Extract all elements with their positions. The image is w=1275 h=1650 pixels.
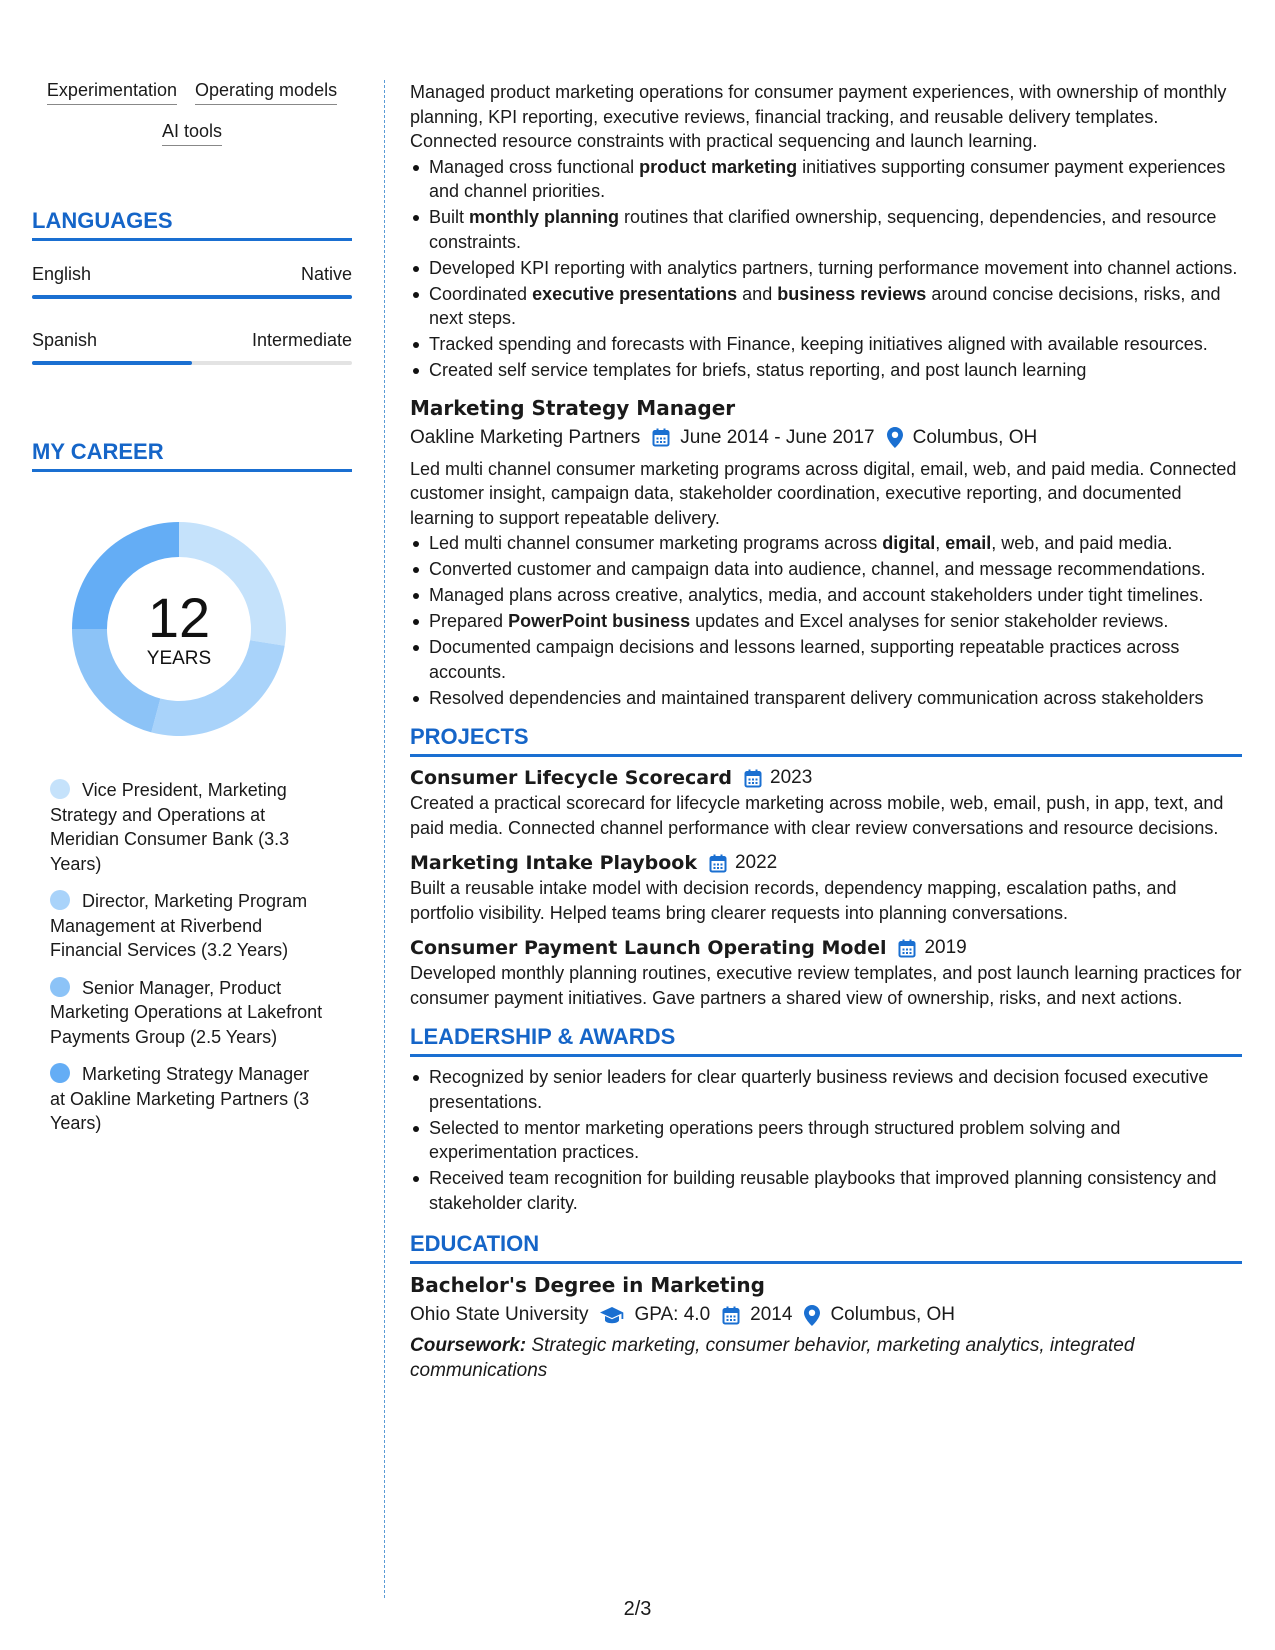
skill-tag: AI tools — [162, 119, 222, 146]
bullet-item: Recognized by senior leaders for clear quarterly business reviews and decision focused executive presentations. — [410, 1065, 1242, 1114]
project-description: Built a reusable intake model with decision records, dependency mapping, escalation paths, and portfolio visibility. Helped teams bring clearer requests into planning conversations. — [410, 878, 1177, 923]
location-pin-icon — [887, 427, 903, 448]
job-summary: Led multi channel consumer marketing programs across digital, email, web, and paid media. Connected customer insight, campaign data, stakeholder coordination, executive reporting, and documented learning to support repeatable delivery. — [410, 458, 1237, 528]
calendar-icon — [709, 854, 727, 873]
career-list — [32, 778, 352, 1136]
language-proficiency-fill — [32, 295, 352, 299]
job-title: Marketing Strategy Manager — [410, 395, 736, 420]
skill-tag: Operating models — [195, 78, 337, 105]
total-years-unit: YEARS — [146, 648, 212, 669]
previous-role-summary: Managed product marketing operations for consumer payment experiences, with ownership of monthly planning, KPI reporting, executive reviews, financial tracking, and reusable delivery templates. Connected resource constraints with practical sequencing and launch learning. — [410, 82, 1227, 151]
column-divider — [384, 80, 385, 1598]
sidebar — [32, 78, 352, 1149]
bullet-item: Converted customer and campaign data into audience, channel, and message recommendations. — [410, 557, 1242, 582]
calendar-icon — [722, 1306, 740, 1325]
project-year: 2022 — [734, 852, 778, 873]
job-meta — [410, 425, 1242, 451]
career-donut-chart — [66, 516, 292, 742]
bullet-item: Resolved dependencies and maintained transparent delivery communication across stakeholders — [410, 686, 1242, 711]
project-title: Consumer Lifecycle Scorecard — [410, 767, 733, 789]
calendar-icon — [652, 428, 670, 447]
graduation-cap-icon — [600, 1306, 624, 1324]
career-item — [50, 976, 328, 1050]
job-bullets — [410, 531, 1242, 710]
coursework-text: Strategic marketing, consumer behavior, marketing analytics, integrated communications — [410, 1335, 1135, 1381]
project-title: Consumer Payment Launch Operating Model — [410, 937, 887, 959]
language-proficiency-bar — [32, 361, 352, 365]
coursework-label: Coursework: — [410, 1335, 527, 1356]
legend-dot — [50, 977, 70, 997]
coursework — [410, 1334, 1242, 1383]
career-label: Vice President, Marketing Strategy and Operations at Meridian Consumer Bank (3.3 Years) — [50, 780, 290, 874]
education-heading: EDUCATION — [410, 1231, 1242, 1264]
project-item — [410, 850, 1242, 925]
calendar-icon — [898, 939, 916, 958]
project-item — [410, 935, 1242, 1010]
donut-center — [66, 516, 292, 742]
career-item — [50, 889, 328, 963]
career-section — [32, 439, 352, 1136]
bullet-item: Selected to mentor marketing operations peers through structured problem solving and experimentation practices. — [410, 1116, 1242, 1165]
job-dates: June 2014 - June 2017 — [680, 426, 875, 448]
legend-dot — [50, 779, 70, 799]
previous-role-bullets — [410, 155, 1242, 383]
leadership-heading: LEADERSHIP & AWARDS — [410, 1024, 1242, 1057]
bullet-item: Managed plans across creative, analytics, media, and account stakeholders under tight timelines. — [410, 583, 1242, 608]
bullet-item: Tracked spending and forecasts with Finance, keeping initiatives aligned with available resources. — [410, 332, 1242, 357]
career-label: Senior Manager, Product Marketing Operations at Lakefront Payments Group (2.5 Years) — [50, 977, 323, 1047]
skill-tag: Experimentation — [47, 78, 177, 105]
career-item — [50, 778, 328, 876]
bullet-item: Received team recognition for building reusable playbooks that improved planning consistency and stakeholder clarity. — [410, 1166, 1242, 1215]
career-label: Director, Marketing Program Management at Riverbend Financial Services (3.2 Years) — [50, 891, 308, 960]
leadership-bullets — [410, 1065, 1242, 1215]
languages-section — [32, 208, 352, 365]
language-proficiency-bar — [32, 295, 352, 299]
legend-dot — [50, 1063, 70, 1083]
school-location: Columbus, OH — [830, 1304, 956, 1325]
language-level: Native — [300, 264, 352, 284]
calendar-icon — [744, 769, 762, 788]
main-column — [410, 80, 1242, 1383]
job-location: Columbus, OH — [912, 426, 1038, 448]
project-description: Developed monthly planning routines, executive review templates, and post launch learning practices for consumer payment initiatives. Gave partners a shared view of ownership, risks, and next actions. — [410, 963, 1242, 1008]
project-year: 2023 — [770, 767, 813, 788]
language-row — [32, 329, 352, 351]
project-item — [410, 765, 1242, 840]
gpa: GPA: 4.0 — [634, 1304, 711, 1325]
bullet-item: Managed cross functional product marketing initiatives supporting consumer payment experiences and channel priorities. — [410, 155, 1242, 204]
language-level: Intermediate — [251, 330, 352, 350]
total-years-number: 12 — [147, 586, 211, 649]
language-proficiency-fill — [32, 361, 192, 365]
bullet-item: Led multi channel consumer marketing programs across digital, email, web, and paid media. — [410, 531, 1242, 556]
bullet-item: Built monthly planning routines that clarified ownership, sequencing, dependencies, and resource constraints. — [410, 205, 1242, 254]
bullet-item: Developed KPI reporting with analytics partners, turning performance movement into channel actions. — [410, 256, 1242, 281]
language-name: Spanish — [32, 330, 98, 350]
project-title: Marketing Intake Playbook — [410, 852, 697, 874]
school-name: Ohio State University — [410, 1304, 589, 1325]
education-meta — [410, 1302, 1242, 1328]
bullet-item: Coordinated executive presentations and business reviews around concise decisions, risks, and next steps. — [410, 282, 1242, 331]
career-item — [50, 1062, 328, 1136]
career-label: Marketing Strategy Manager at Oakline Marketing Partners (3 Years) — [50, 1064, 310, 1133]
page-number: 2/3 — [623, 1598, 652, 1620]
career-heading: MY CAREER — [32, 439, 352, 472]
projects-heading: PROJECTS — [410, 724, 1242, 757]
degree-title: Bachelor's Degree in Marketing — [410, 1273, 765, 1297]
project-description: Created a practical scorecard for lifecycle marketing across mobile, web, email, push, in app, text, and paid media. Connected channel performance with clear review conversations and resource decisions. — [410, 793, 1224, 838]
graduation-year: 2014 — [750, 1304, 793, 1325]
languages-heading: LANGUAGES — [32, 208, 352, 241]
location-pin-icon — [804, 1305, 820, 1326]
skills-tags — [32, 78, 352, 146]
legend-dot — [50, 890, 70, 910]
company-name: Oakline Marketing Partners — [410, 426, 641, 448]
bullet-item: Prepared PowerPoint business updates and Excel analyses for senior stakeholder reviews. — [410, 609, 1242, 634]
language-row — [32, 263, 352, 285]
bullet-item: Documented campaign decisions and lessons learned, supporting repeatable practices across accounts. — [410, 635, 1242, 684]
bullet-item: Created self service templates for briefs, status reporting, and post launch learning — [410, 358, 1242, 383]
project-year: 2019 — [924, 937, 967, 958]
language-name: English — [32, 264, 92, 284]
